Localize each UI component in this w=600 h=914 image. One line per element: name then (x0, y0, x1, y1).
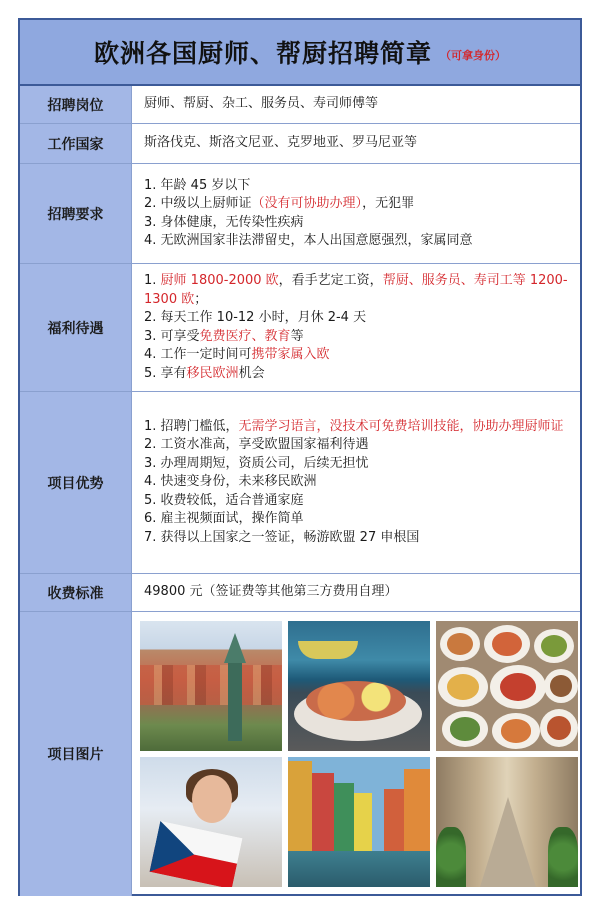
photo-seafood (306, 681, 406, 721)
photo-face (192, 775, 232, 823)
row-pictures (20, 612, 580, 896)
requirement-item (144, 195, 574, 214)
advantage-item: 6. 雇主视频面试，操作简单 (144, 511, 304, 527)
welfare-text: 等 (290, 328, 304, 344)
row-advantages (20, 392, 580, 574)
title-bar (20, 20, 580, 86)
requirement-text: 2. 中级以上厨师证 (144, 196, 252, 211)
welfare-highlight: 厨师 1800-2000 欧 (160, 273, 279, 288)
row-content-fee (132, 574, 580, 611)
welfare-highlight: 移民欧洲 (186, 365, 239, 381)
row-label-welfare: 福利待遇 (20, 264, 132, 391)
photo-dish (540, 709, 578, 747)
row-label-pictures: 项目图片 (20, 612, 132, 896)
row-content-position (132, 86, 580, 123)
row-label-fee: 收费标准 (20, 574, 132, 611)
row-content-country (132, 124, 580, 163)
welfare-text: 3. 可享受 (144, 328, 200, 344)
photo-dish (440, 627, 480, 661)
photo-dishes-table (436, 621, 578, 751)
advantage-item: 7. 获得以上国家之一签证，畅游欧盟 27 申根国 (144, 529, 420, 545)
row-label-position: 招聘岗位 (20, 86, 132, 123)
photo-house (354, 793, 372, 853)
row-label-country: 工作国家 (20, 124, 132, 163)
photo-house (404, 769, 430, 853)
requirement-item: 1. 年龄 45 岁以下 (144, 177, 251, 193)
photo-boat (298, 641, 358, 659)
row-content-welfare (132, 264, 580, 391)
photo-roofs (140, 665, 282, 705)
czech-flag-icon (150, 821, 243, 887)
welfare-text: ； (194, 291, 208, 307)
photo-plants (548, 827, 578, 887)
welfare-text: 5. 享有 (144, 365, 187, 381)
row-label-advantages: 项目优势 (20, 392, 132, 573)
photo-dish (490, 665, 546, 709)
photo-house (288, 761, 312, 853)
advantage-item: 2. 工资水准高，享受欧盟国家福利待遇 (144, 437, 369, 453)
photo-city-aerial (140, 621, 282, 751)
welfare-highlight: 帮厨、服务员、寿司工等 1200-1300 欧 (144, 273, 568, 307)
row-country (20, 124, 580, 164)
welfare-text: 4. 工作一定时间可 (144, 347, 252, 362)
photo-seafood-platter (288, 621, 430, 751)
row-content-requirements (132, 164, 580, 263)
advantage-highlight: 无需学习语言，没技术可免费培训技能，协助办理厨师证 (238, 418, 564, 434)
welfare-item (144, 272, 574, 309)
requirement-item: 3. 身体健康，无传染性疾病 (144, 214, 304, 230)
welfare-item: 2. 每天工作 10-12 小时，月休 2-4 天 (144, 310, 367, 325)
photo-canal (288, 851, 430, 887)
welfare-item (144, 328, 574, 347)
welfare-text: 1. (144, 273, 161, 288)
advantage-item: 5. 收费较低，适合普通家庭 (144, 492, 304, 508)
photo-dish (492, 713, 540, 749)
position-text: 厨师、帮厨、杂工、服务员、寿司师傅等 (144, 96, 379, 112)
welfare-text: ，看手艺定工资， (278, 273, 383, 288)
photo-dish (534, 629, 574, 663)
requirement-text: ，无犯罪 (362, 196, 415, 211)
picture-grid (132, 612, 584, 896)
advantage-item: 3. 办理周期短，资质公司，后续无担忧 (144, 455, 369, 471)
row-fee (20, 574, 580, 612)
advantage-item: 4. 快速变身份，未来移民欧洲 (144, 474, 317, 490)
photo-house (334, 783, 354, 853)
photo-path (480, 797, 536, 887)
welfare-text: 机会 (238, 365, 265, 381)
row-requirements (20, 164, 580, 264)
requirement-highlight: （没有可协助办理） (251, 196, 363, 211)
advantage-text: 1. 招聘门槛低， (144, 418, 239, 434)
photo-dish (484, 625, 530, 663)
page-title: 欧洲各国厨师、帮厨招聘简章 (93, 39, 432, 68)
title-note: （可拿身份） (440, 49, 506, 62)
photo-woman-czech-flag (140, 757, 282, 887)
photo-church-spire (228, 661, 242, 741)
welfare-item (144, 365, 574, 384)
photo-stone-alley (436, 757, 578, 887)
welfare-item (144, 346, 574, 365)
recruitment-poster (18, 18, 582, 896)
requirement-item: 4. 无欧洲国家非法滞留史，本人出国意愿强烈，家属同意 (144, 233, 473, 248)
row-content-advantages (132, 392, 580, 573)
photo-house (384, 789, 404, 853)
photo-dish (438, 667, 488, 707)
photo-dish (544, 669, 578, 703)
welfare-highlight: 免费医疗、教育 (199, 328, 291, 344)
photo-dish (442, 711, 488, 747)
advantage-item (144, 418, 574, 437)
fee-text: 49800 元（签证费等其他第三方费用自理） (144, 584, 398, 600)
photo-colorful-houses-canal (288, 757, 430, 887)
row-welfare (20, 264, 580, 392)
country-text: 斯洛伐克、斯洛文尼亚、克罗地亚、罗马尼亚等 (144, 135, 418, 151)
row-label-requirements: 招聘要求 (20, 164, 132, 263)
photo-plants (436, 827, 466, 887)
welfare-highlight: 携带家属入欧 (251, 347, 330, 362)
photo-house (312, 773, 334, 853)
row-position (20, 86, 580, 124)
